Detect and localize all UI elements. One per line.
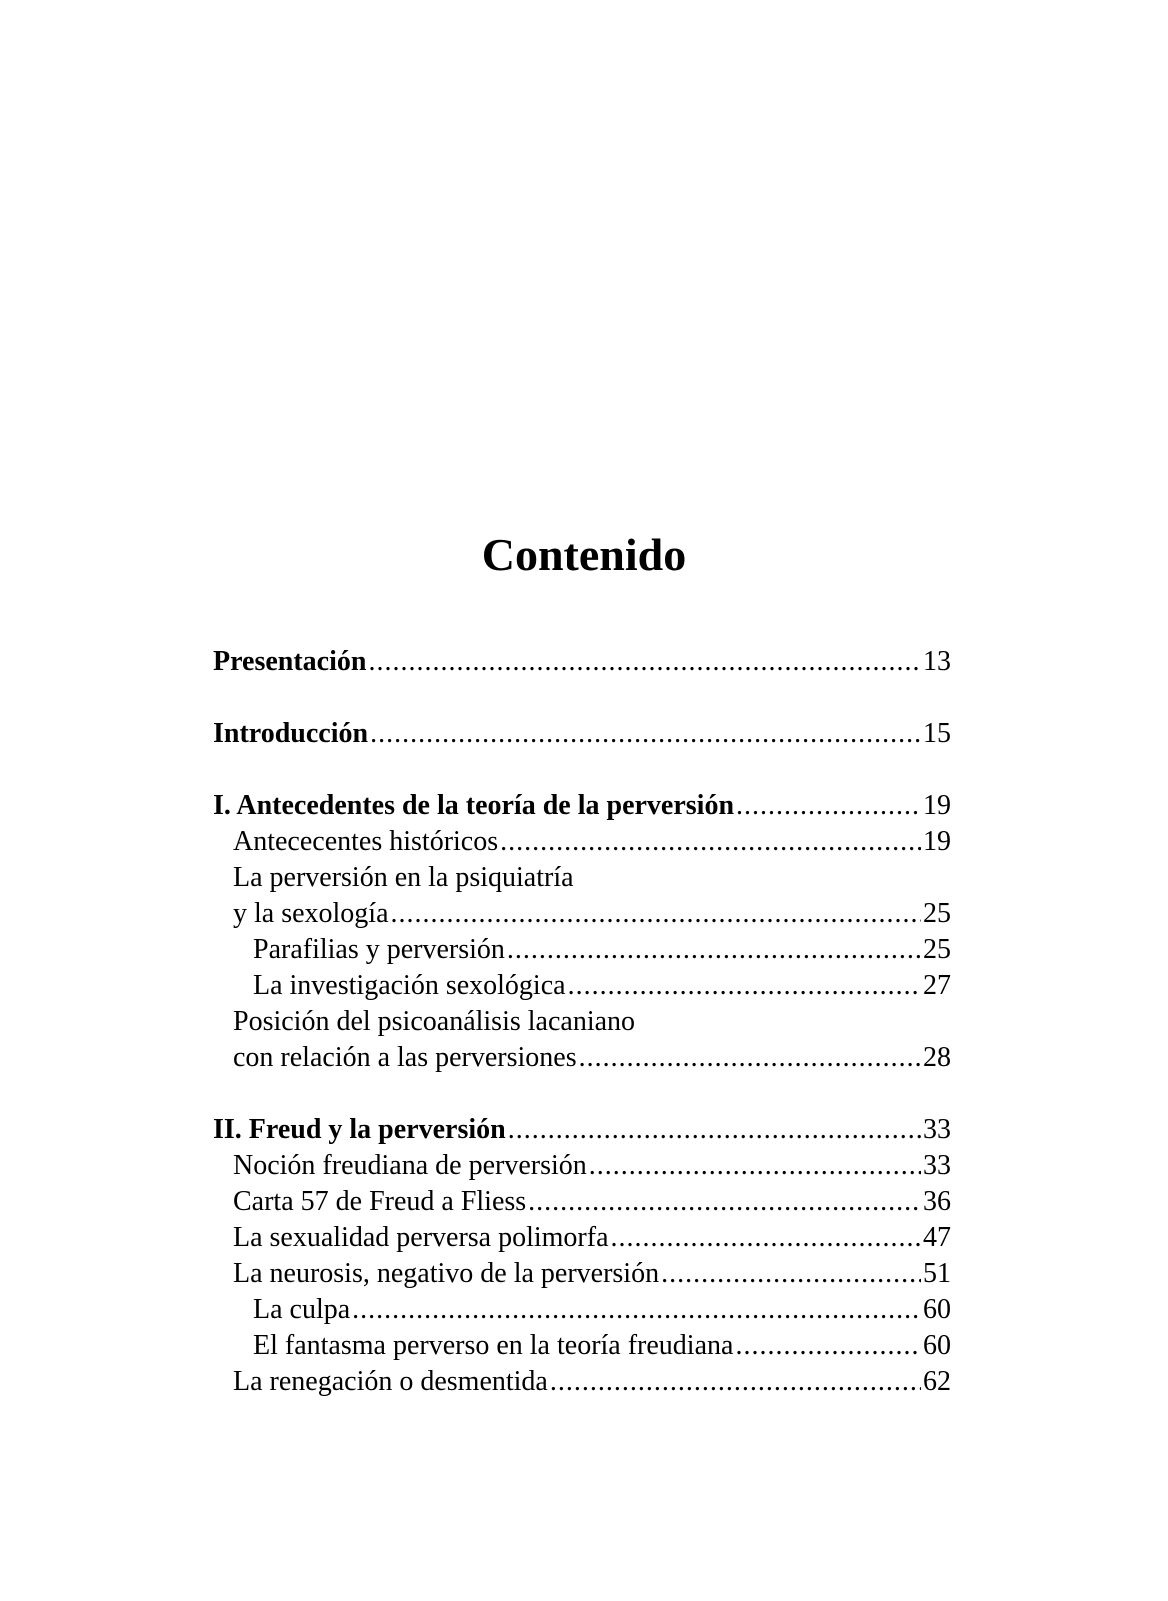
page-title: Contenido <box>481 529 687 580</box>
toc-entry-label: La sexualidad perversa polimorfa <box>233 1222 609 1253</box>
toc-entry-label: La investigación sexológica <box>253 970 566 1001</box>
toc-entry <box>213 1148 951 1184</box>
toc-entry-page-number: 33 <box>923 1114 951 1145</box>
toc-entry <box>213 1220 951 1256</box>
toc-entry-page-number: 62 <box>923 1366 951 1397</box>
dot-leader <box>368 644 921 680</box>
toc-entry-label: I. Antecedentes de la teoría de la perversión <box>213 790 735 821</box>
toc-entry-page-number: 47 <box>923 1222 951 1253</box>
toc-entry-label: La culpa <box>253 1294 351 1325</box>
toc-entry-page-number: 60 <box>923 1294 951 1325</box>
toc-entry-label: y la sexología <box>233 898 389 929</box>
toc-entry <box>213 644 951 680</box>
toc-entry <box>213 1364 951 1400</box>
toc-entry <box>213 824 951 860</box>
toc-entry-page-number: 15 <box>923 718 951 749</box>
toc-entry-page-number: 25 <box>923 898 951 929</box>
toc-entry-label: con relación a las perversiones <box>233 1042 577 1073</box>
dot-leader <box>735 1328 921 1364</box>
toc-entry <box>213 788 951 824</box>
toc-entry-page-number: 60 <box>923 1330 951 1361</box>
dot-leader <box>661 1256 921 1292</box>
toc-entry-label: II. Freud y la perversión <box>213 1114 506 1145</box>
toc-entry <box>213 1040 951 1076</box>
dot-leader <box>550 1364 921 1400</box>
dot-leader <box>736 788 921 824</box>
toc-entry <box>213 860 951 896</box>
dot-leader <box>500 824 921 860</box>
toc-entry <box>213 1112 951 1148</box>
dot-leader <box>508 1112 921 1148</box>
toc-entry-page-number: 27 <box>923 970 951 1001</box>
toc-entry-page-number: 36 <box>923 1186 951 1217</box>
toc-entry-label: Introducción <box>213 718 369 749</box>
toc-entry <box>213 1184 951 1220</box>
dot-leader <box>589 1148 921 1184</box>
dot-leader <box>528 1184 921 1220</box>
table-of-contents <box>213 644 951 1400</box>
dot-leader <box>507 932 921 968</box>
toc-entry <box>213 932 951 968</box>
dot-leader <box>568 968 921 1004</box>
toc-entry-label: La perversión en la psiquiatría <box>233 862 574 893</box>
toc-entry-label: Carta 57 de Freud a Fliess <box>233 1186 527 1217</box>
toc-entry <box>213 1292 951 1328</box>
toc-entry-label: Noción freudiana de perversión <box>233 1150 587 1181</box>
toc-entry-label: Antececentes históricos <box>233 826 499 857</box>
toc-entry-label: La renegación o desmentida <box>233 1366 548 1397</box>
toc-entry-label: Parafilias y perversión <box>253 934 505 965</box>
dot-leader <box>370 716 921 752</box>
toc-entry <box>213 1328 951 1364</box>
toc-entry-page-number: 19 <box>923 790 951 821</box>
toc-entry <box>213 968 951 1004</box>
toc-entry-label: Presentación <box>213 646 367 677</box>
dot-leader <box>611 1220 921 1256</box>
toc-entry-page-number: 19 <box>923 826 951 857</box>
dot-leader <box>391 896 921 932</box>
toc-entry-label: Posición del psicoanálisis lacaniano <box>233 1006 636 1037</box>
toc-entry-page-number: 25 <box>923 934 951 965</box>
toc-entry <box>213 896 951 932</box>
toc-entry-page-number: 28 <box>923 1042 951 1073</box>
toc-entry-label: La neurosis, negativo de la perversión <box>233 1258 660 1289</box>
toc-entry-label: El fantasma perverso en la teoría freudiana <box>253 1330 734 1361</box>
toc-entry-page-number: 51 <box>923 1258 951 1289</box>
toc-entry-page-number: 13 <box>923 646 951 677</box>
toc-entry <box>213 1256 951 1292</box>
dot-leader <box>579 1040 921 1076</box>
toc-entry-page-number: 33 <box>923 1150 951 1181</box>
toc-entry <box>213 716 951 752</box>
toc-entry <box>213 1004 951 1040</box>
dot-leader <box>352 1292 921 1328</box>
